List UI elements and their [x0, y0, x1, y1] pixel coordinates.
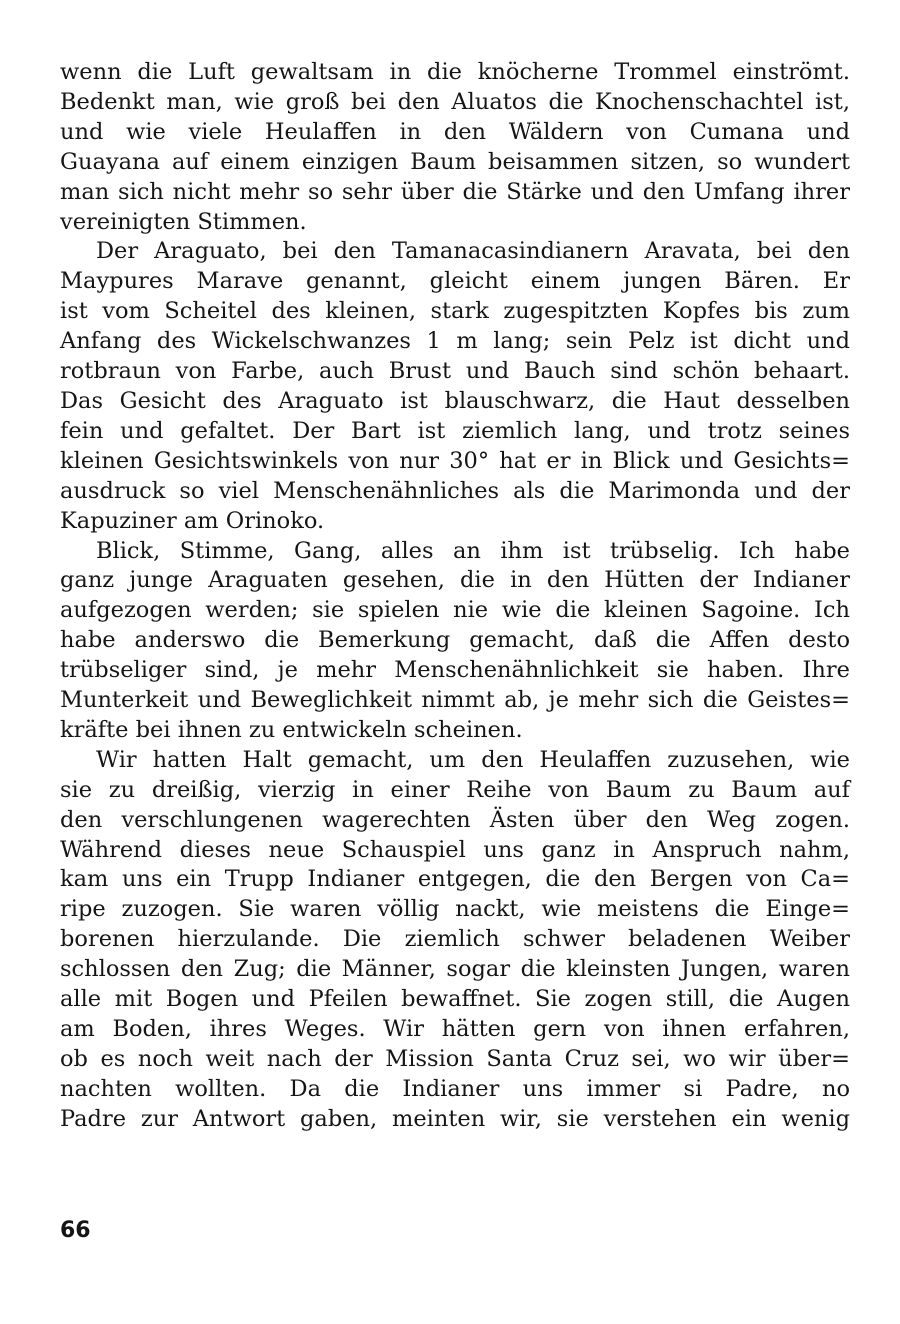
- paragraph-3: [60, 537, 850, 746]
- paragraph-2: [60, 237, 850, 536]
- text-line: alle mit Bogen und Pfeilen bewaffnet. Sie zogen still, die Augen: [60, 986, 850, 1013]
- text-line: trübseliger sind, je mehr Menschenähnlichkeit sie haben. Ihre: [60, 657, 850, 684]
- text-line: nachten wollten. Da die Indianer uns immer si Padre, no: [60, 1075, 850, 1102]
- text-line: Munterkeit und Beweglichkeit nimmt ab, je mehr sich die Geistes=: [60, 687, 850, 714]
- text-line: kleinen Gesichtswinkels von nur 30° hat er in Blick und Gesichts=: [60, 447, 850, 474]
- text-line: sie zu dreißig, vierzig in einer Reihe von Baum zu Baum auf: [60, 776, 850, 803]
- text-line: den verschlungenen wagerechten Ästen über den Weg zogen.: [60, 806, 850, 833]
- text-line: rotbraun von Farbe, auch Brust und Bauch sind schön behaart.: [60, 358, 850, 385]
- text-line: Während dieses neue Schauspiel uns ganz in Anspruch nahm,: [60, 836, 850, 863]
- paragraph-4: [60, 746, 850, 1135]
- text-line: man sich nicht mehr so sehr über die Stärke und den Umfang ihrer: [60, 178, 850, 205]
- text-line: Der Araguato, bei den Tamanacasindianern Aravata, bei den: [96, 238, 850, 265]
- text-line: ob es noch weit nach der Mission Santa Cruz sei, wo wir über=: [60, 1045, 850, 1072]
- text-line: Wir hatten Halt gemacht, um den Heulaffen zuzusehen, wie: [96, 746, 850, 773]
- text-line: und wie viele Heulaffen in den Wäldern von Cumana und: [60, 118, 850, 145]
- text-line: ist vom Scheitel des kleinen, stark zugespitzten Kopfes bis zum: [60, 298, 850, 325]
- text-line: borenen hierzulande. Die ziemlich schwer beladenen Weiber: [60, 926, 850, 953]
- text-line: schlossen den Zug; die Männer, sogar die kleinsten Jungen, waren: [60, 956, 850, 983]
- page-number: 66: [60, 1218, 91, 1243]
- text-line: Anfang des Wickelschwanzes 1 m lang; sein Pelz ist dicht und: [60, 328, 850, 355]
- text-line: aufgezogen werden; sie spielen nie wie die kleinen Sagoine. Ich: [60, 597, 850, 624]
- text-line: am Boden, ihres Weges. Wir hätten gern von ihnen erfahren,: [60, 1016, 850, 1042]
- text-line: wenn die Luft gewaltsam in die knöcherne Trommel einströmt.: [60, 59, 850, 85]
- text-line: Bedenkt man, wie groß bei den Aluatos die Knochenschachtel ist,: [60, 88, 850, 115]
- text-line: vereinigten Stimmen.: [60, 208, 307, 235]
- text-line: Maypures Marave genannt, gleicht einem jungen Bären. Er: [60, 268, 850, 295]
- text-line: Kapuziner am Orinoko.: [60, 507, 325, 534]
- text-line: fein und gefaltet. Der Bart ist ziemlich lang, und trotz seines: [60, 417, 850, 444]
- text-line: Padre zur Antwort gaben, meinten wir, sie verstehen ein wenig: [60, 1105, 850, 1132]
- text-line: Blick, Stimme, Gang, alles an ihm ist trübselig. Ich habe: [96, 537, 850, 564]
- text-line: Das Gesicht des Araguato ist blauschwarz, die Haut desselben: [60, 387, 850, 414]
- text-line: Guayana auf einem einzigen Baum beisammen sitzen, so wundert: [60, 148, 850, 175]
- paragraph-1: [60, 58, 850, 237]
- text-line: kam uns ein Trupp Indianer entgegen, die den Bergen von Ca=: [60, 866, 850, 893]
- text-line: ripe zuzogen. Sie waren völlig nackt, wie meistens die Einge=: [60, 896, 850, 923]
- page-body: [60, 58, 850, 1135]
- text-line: kräfte bei ihnen zu entwickeln scheinen.: [60, 716, 523, 743]
- text-line: ausdruck so viel Menschenähnliches als die Marimonda und der: [60, 477, 850, 504]
- text-line: habe anderswo die Bemerkung gemacht, daß die Affen desto: [60, 627, 850, 654]
- text-line: ganz junge Araguaten gesehen, die in den Hütten der Indianer: [60, 567, 850, 594]
